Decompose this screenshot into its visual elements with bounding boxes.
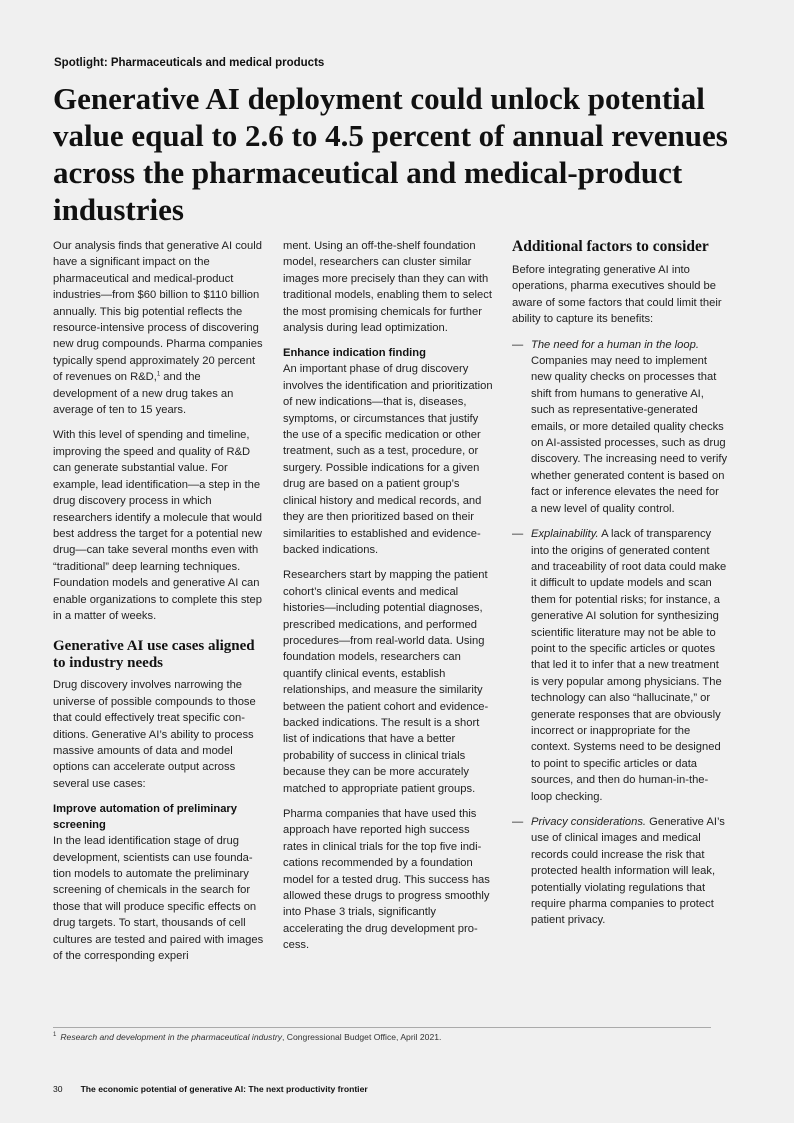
dash-bullet: — bbox=[512, 816, 524, 828]
intro-text-cont: and the development of a new drug takes an average of ten to 15 years. bbox=[53, 371, 234, 417]
heading-additional-factors: Additional factors to consider bbox=[512, 238, 709, 255]
page-number: 30 bbox=[53, 1084, 63, 1094]
factor-body: A lack of transparency into the origins of generated content and traceability of root data could make it difficult to update models and scan them for potential risks; for instance, a generative AI solution for synthesizing scientific literature may not be able to point to the specific articles or quotes that led it to infer that a new treatment is very popular among physicians. The technology can also “hallucinate,” or generate responses that are obviously incorrect or inappropriate for the context. Systems need to be designed to point to specific articles or data sources, and then do human-in-the-loop checking. bbox=[531, 528, 727, 803]
factor-item bbox=[512, 337, 728, 517]
factor-lead: The need for a human in the loop. bbox=[531, 338, 699, 351]
paragraph-spending: With this level of spending and timeline, improving the speed and quality of R&D can generate substantial value. For example, lead identification—a step in the drug discovery process in which researchers identify a molecule that would best address the target for a potential new drug—can take several months even with “traditional” deep learning techniques. Foundation models and generative AI can enable organizations to complete this step in a matter of weeks. bbox=[53, 429, 262, 622]
factor-lead: Privacy considerations. bbox=[531, 816, 647, 828]
paragraph-researchers: Researchers start by mapping the patient cohort’s clinical events and medical histories—including potential diagnoses, prescribed medications, and performed procedures—from real-world data. Using foundation models, researchers can quantify clinical events, establish relationships, and measure the similarity between the patient cohort and evidence-backed indications. The result is a short list of indications that have a better probability of success in clinical trials because they can be more accurately matched to appropriate patient groups. bbox=[283, 569, 489, 795]
factor-item bbox=[512, 526, 728, 805]
footnote-source-rest: , Congressional Budget Office, April 2021. bbox=[282, 1032, 442, 1042]
report-title: The economic potential of generative AI: The next productivity frontier bbox=[80, 1084, 368, 1094]
page-footer bbox=[53, 1084, 368, 1094]
paragraph-factors-intro: Before integrating generative AI into operations, pharma executives should be aware of some factors that could limit their ability to capture its benefits: bbox=[512, 264, 722, 326]
dash-bullet: — bbox=[512, 338, 524, 351]
paragraph-indication: An important phase of drug discovery involves the identification and prioritization of new indications—that is, diseases, symptoms, or circumstances that justify the use of a specific medication or other treatment, such as a test, procedure, or surgery. Possible indications for a given drug are based on a patient group’s clinical history and medical records, and they are then prioritized based on their similarities to established and evidence-backed indications. bbox=[283, 363, 493, 556]
column-1 bbox=[53, 238, 265, 964]
factor-lead: Explainability. bbox=[531, 528, 599, 541]
column-3 bbox=[512, 238, 728, 938]
footnote-number: 1 bbox=[53, 1032, 57, 1039]
paragraph-drug-discovery: Drug discovery involves narrowing the universe of possible compounds to those that could effectively treat specific conditions. Generative AI’s ability to process massive amounts of data and model options can accelerate output across several use cases: bbox=[53, 679, 256, 790]
paragraph-intro bbox=[53, 238, 265, 418]
subheading-indication: Enhance indication finding bbox=[283, 347, 426, 360]
dash-bullet: — bbox=[512, 528, 524, 541]
intro-text: Our analysis finds that generative AI could have a significant impact on the pharmaceutical and medical-product industries—from $60 billion to $110 billion annually. This big potential reflects the resource-intensive process of discovering new drug compounds. Pharma companies typically spend approximately 20 percent of revenues on R&D, bbox=[53, 240, 263, 384]
factor-body: Generative AI’s use of clinical images and medical records could increase the risk that protected health information will leak, potentially violating regulations that require pharma companies to protect patient privacy. bbox=[531, 816, 725, 927]
paragraph-foundation-model: ment. Using an off-the-shelf foundation model, researchers can cluster similar images more precisely than they can with traditional models, enabling them to select the most promising chemicals for further analysis during lead optimization. bbox=[283, 240, 492, 335]
factor-item bbox=[512, 814, 728, 929]
footnote-ref[interactable]: 1 bbox=[156, 371, 161, 378]
spotlight-label: Spotlight: Pharmaceuticals and medical products bbox=[54, 57, 325, 69]
paragraph-success: Pharma companies that have used this approach have reported high success rates in clinical trials for the top five indications recommended by a foundation model for a tested drug. This success has allowed these drugs to progress smoothly into Phase 3 trials, significantly accelerating the drug development process. bbox=[283, 808, 490, 952]
heading-use-cases: Generative AI use cases aligned to industry needs bbox=[53, 638, 255, 672]
footnote-divider bbox=[53, 1027, 711, 1028]
factor-body: Companies may need to implement new quality checks on processes that shift from humans to generative AI, such as representative-generated emails, or more detailed quality checks on AI-assisted processes, such as drug discovery. The increasing need to verify whether generated content is based on fact or inference elevates the need for a new level of quality control. bbox=[531, 355, 728, 515]
page-title: Generative AI deployment could unlock potential value equal to 2.6 to 4.5 percent of annual revenues across the pharmaceutical and medical-product industries bbox=[53, 81, 728, 227]
footnote bbox=[53, 1032, 441, 1042]
footnote-source-title: Research and development in the pharmaceutical industry bbox=[60, 1032, 282, 1042]
subheading-automation: Improve automation of preliminary screening bbox=[53, 803, 238, 832]
paragraph-screening: In the lead identification stage of drug development, scientists can use foundation models to automate the preliminary screening of chemicals in the search for those that will produce specific effects on drug targets. To start, thousands of cell cultures are tested and paired with images of the corresponding experi bbox=[53, 835, 264, 963]
column-2 bbox=[283, 238, 495, 963]
